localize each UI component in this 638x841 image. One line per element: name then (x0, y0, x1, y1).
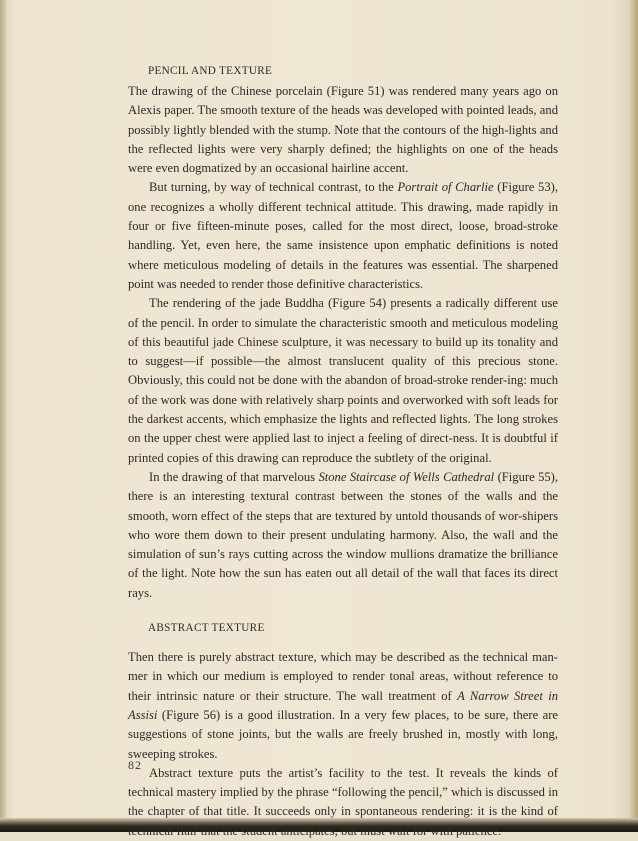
paragraph (128, 764, 558, 841)
paragraph-text: (Figure 53), one recognizes a wholly different technical attitude. This drawing, made rapidly in four or five fifteen-minute poses, called for the most direct, loose, broad-stroke handling. Yet, even here, the same insistence upon emphatic definitions is noted where meticulous modeling of details in the features was essential. The sharpened point was needed to render those definitive characteristics. (128, 180, 558, 291)
paragraph (128, 648, 558, 764)
paragraph (128, 468, 558, 603)
page-text (128, 60, 558, 841)
paragraph (128, 82, 558, 178)
page-number: 82 (128, 758, 142, 772)
paragraph-text: But turning, by way of technical contrast, to the (149, 180, 398, 195)
page-edge-shadow (628, 0, 638, 832)
paragraph-text: Abstract texture puts the artist’s facility to the test. It reveals the kinds of technical mastery implied by the phrase “following the pencil,” which is discussed in the chapter of that title. It succeeds only in spontaneous rendering: it is the kind of technical flair that the student anticipates, but must wait for with patience. (128, 765, 558, 838)
italic-title: A Narrow Street in Assisi (128, 688, 558, 722)
section-heading-abstract-texture: ABSTRACT TEXTURE (148, 622, 265, 635)
paragraph (128, 294, 558, 468)
paragraph (128, 178, 558, 294)
paragraph-text: The rendering of the jade Buddha (Figure 54) presents a radically different use of the pencil. In order to simulate the characteristic smooth and meticulous modeling of this beautiful jade Chinese sculpture, it was necessary to build up its tonality and to suggest—if possible—the almost translucent quality of this precious stone. Obviously, this could not be done with the abandon of broad-stroke render-ing: much of the work was done with relatively sharp points and overworked with soft leads for the darkest accents, which emphasize the lights and reflected lights. The long strokes on the upper chest were applied last to inject a feeling of direct-ness. It is doubtful if printed copies of this drawing can reproduce the subtlety of the original. (128, 296, 558, 465)
paragraph-text: The drawing of the Chinese porcelain (Figure 51) was rendered many years ago on Alexis paper. The smooth texture of the heads was developed with pointed leads, and possibly lightly blended with the stump. Note that the contours of the high-lights and the reflected lights were very sharply defined; the highlights on one of the heads were even dogmatized by an occasional hairline accent. (128, 84, 558, 176)
paragraph-text: (Figure 56) is a good illustration. In a very few places, to be sure, there are suggestions of stone joints, but the walls are freely brushed in, mostly with long, sweeping strokes. (128, 707, 558, 761)
italic-title: Portrait of Charlie (397, 180, 494, 195)
page-gutter-shadow (0, 0, 6, 832)
paragraph-text: In the drawing of that marvelous (149, 469, 319, 484)
italic-title: Stone Staircase of Wells Cathedral (318, 469, 495, 484)
section-heading-pencil-and-texture: PENCIL AND TEXTURE (148, 65, 273, 77)
paragraph-text: (Figure 55), there is an interesting textural contrast between the stones of the walls and the smooth, worn effect of the steps that are textured by untold thousands of wor-shipers who wore them down to their present undulating harmony. Also, the wall and the simulation of sun’s rays cutting across the window mullions dramatize the brilliance of the light. Note how the sun has eaten out all detail of the wall that faces its direct rays. (128, 469, 559, 600)
paragraph-text: Then there is purely abstract texture, which may be described as the technical man-mer in which our medium is employed to render tonal areas, without reference to their intrinsic nature or their structure. The wall treatment of (128, 650, 558, 703)
